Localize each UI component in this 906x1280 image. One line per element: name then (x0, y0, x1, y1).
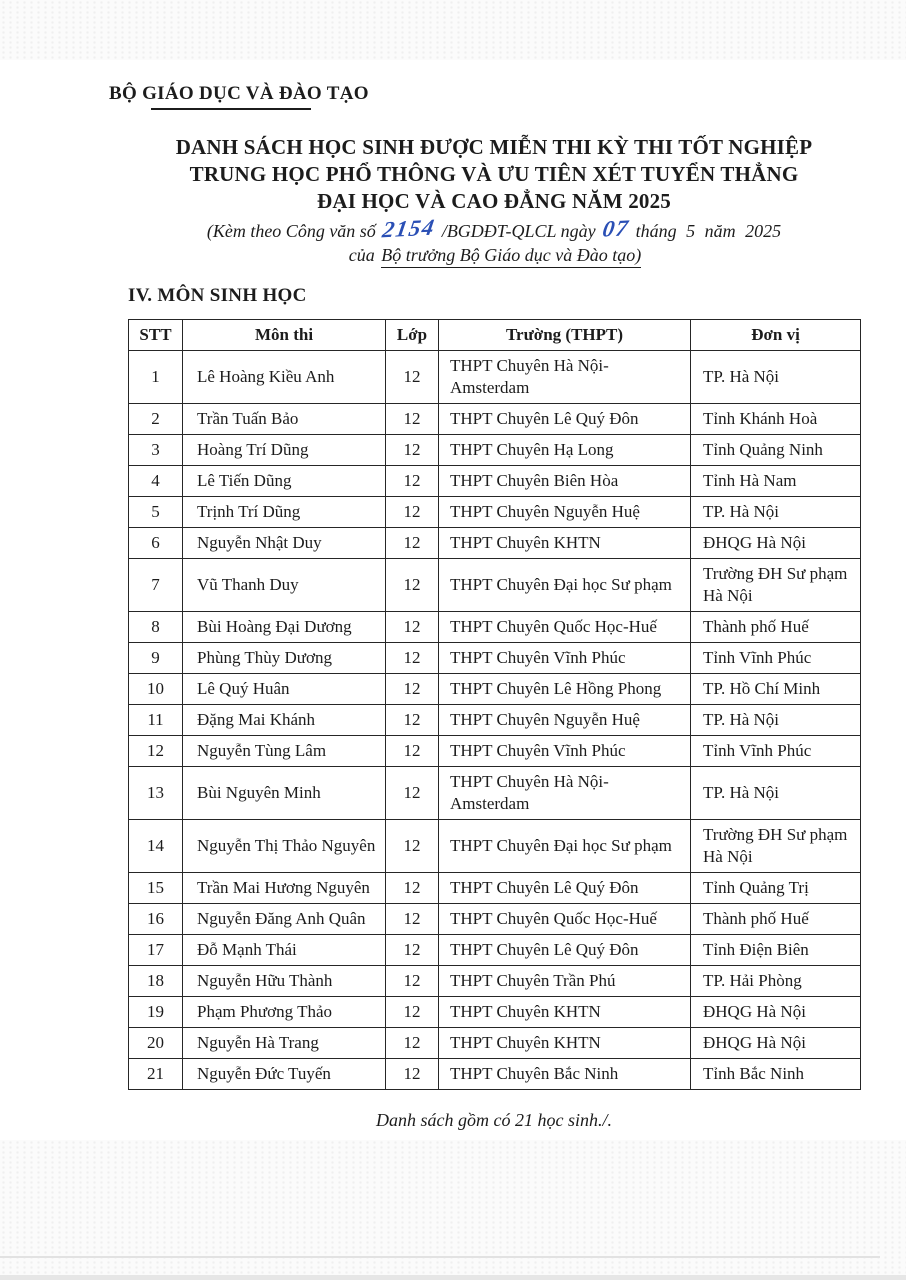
cell-unit: Thành phố Huế (691, 612, 861, 643)
cell-stt: 5 (129, 497, 183, 528)
cell-unit: TP. Hà Nội (691, 705, 861, 736)
cell-unit: TP. Hà Nội (691, 767, 861, 820)
cell-school: THPT Chuyên Lê Hồng Phong (439, 674, 691, 705)
cell-grade: 12 (386, 966, 439, 997)
org-header (109, 82, 860, 110)
cell-stt: 7 (129, 559, 183, 612)
table-row (129, 935, 861, 966)
scan-artifact-line (0, 1256, 880, 1258)
cell-name: Trịnh Trí Dũng (183, 497, 386, 528)
cell-name: Đỗ Mạnh Thái (183, 935, 386, 966)
table-row (129, 966, 861, 997)
cell-stt: 15 (129, 873, 183, 904)
cell-school: THPT Chuyên Lê Quý Đôn (439, 873, 691, 904)
cell-school: THPT Chuyên Hà Nội-Amsterdam (439, 767, 691, 820)
subtitle-prefix: (Kèm theo Công văn số (206, 221, 376, 241)
table-row (129, 497, 861, 528)
cell-name: Phùng Thùy Dương (183, 643, 386, 674)
document-title (128, 134, 860, 215)
cell-unit: Tỉnh Khánh Hoà (691, 404, 861, 435)
cell-stt: 1 (129, 351, 183, 404)
cell-unit: Tỉnh Hà Nam (691, 466, 861, 497)
cell-unit: Trường ĐH Sư phạm Hà Nội (691, 820, 861, 873)
cell-name: Nguyễn Đức Tuyến (183, 1059, 386, 1090)
cell-grade: 12 (386, 404, 439, 435)
cell-grade: 12 (386, 1059, 439, 1090)
cell-grade: 12 (386, 466, 439, 497)
subtitle-line-2 (128, 243, 860, 267)
cell-stt: 11 (129, 705, 183, 736)
cell-unit: TP. Hà Nội (691, 351, 861, 404)
cell-school: THPT Chuyên KHTN (439, 997, 691, 1028)
cell-school: THPT Chuyên Vĩnh Phúc (439, 643, 691, 674)
cell-stt: 10 (129, 674, 183, 705)
cell-grade: 12 (386, 351, 439, 404)
cell-unit: ĐHQG Hà Nội (691, 997, 861, 1028)
cell-grade: 12 (386, 528, 439, 559)
table-row (129, 997, 861, 1028)
handwritten-doc-number: 2154 (380, 214, 438, 243)
document-subtitle (128, 214, 860, 267)
table-row (129, 466, 861, 497)
table-row (129, 612, 861, 643)
table-row (129, 528, 861, 559)
cell-stt: 12 (129, 736, 183, 767)
table-row (129, 820, 861, 873)
cell-name: Nguyễn Nhật Duy (183, 528, 386, 559)
cell-name: Bùi Hoàng Đại Dương (183, 612, 386, 643)
cell-name: Hoàng Trí Dũng (183, 435, 386, 466)
subtitle-suffix: tháng 5 năm 2025 (635, 221, 782, 241)
cell-grade: 12 (386, 997, 439, 1028)
table-row (129, 873, 861, 904)
cell-unit: Tỉnh Vĩnh Phúc (691, 736, 861, 767)
cell-school: THPT Chuyên Vĩnh Phúc (439, 736, 691, 767)
cell-name: Nguyễn Thị Thảo Nguyên (183, 820, 386, 873)
cell-unit: Tỉnh Quảng Trị (691, 873, 861, 904)
table-header (129, 320, 861, 351)
cell-stt: 6 (129, 528, 183, 559)
cell-grade: 12 (386, 1028, 439, 1059)
cell-stt: 9 (129, 643, 183, 674)
document-page (109, 82, 860, 1131)
cell-grade: 12 (386, 705, 439, 736)
cell-unit: ĐHQG Hà Nội (691, 528, 861, 559)
cell-school: THPT Chuyên Biên Hòa (439, 466, 691, 497)
org-header-text: BỘ GIÁO DỤC VÀ ĐÀO TẠO (109, 83, 369, 104)
cell-stt: 17 (129, 935, 183, 966)
cell-unit: TP. Hải Phòng (691, 966, 861, 997)
cell-grade: 12 (386, 643, 439, 674)
cell-name: Nguyễn Tùng Lâm (183, 736, 386, 767)
cell-school: THPT Chuyên Đại học Sư phạm (439, 820, 691, 873)
section-title: IV. MÔN SINH HỌC (128, 285, 307, 306)
cell-grade: 12 (386, 497, 439, 528)
table-row (129, 1059, 861, 1090)
subtitle-line2-prefix: của (348, 245, 375, 265)
header-don-vi: Đơn vị (691, 320, 861, 351)
cell-stt: 21 (129, 1059, 183, 1090)
cell-stt: 14 (129, 820, 183, 873)
table-row (129, 904, 861, 935)
cell-stt: 18 (129, 966, 183, 997)
cell-grade: 12 (386, 612, 439, 643)
title-line-3: ĐẠI HỌC VÀ CAO ĐẲNG NĂM 2025 (316, 189, 672, 213)
cell-name: Nguyễn Hữu Thành (183, 966, 386, 997)
cell-stt: 13 (129, 767, 183, 820)
cell-grade: 12 (386, 559, 439, 612)
cell-name: Bùi Nguyên Minh (183, 767, 386, 820)
org-header-rule (151, 108, 311, 110)
cell-unit: Thành phố Huế (691, 904, 861, 935)
cell-school: THPT Chuyên Nguyễn Huệ (439, 705, 691, 736)
cell-unit: Tỉnh Vĩnh Phúc (691, 643, 861, 674)
table-row (129, 674, 861, 705)
scan-noise-top (0, 0, 906, 60)
cell-school: THPT Chuyên Trần Phú (439, 966, 691, 997)
table-row (129, 705, 861, 736)
cell-school: THPT Chuyên Đại học Sư phạm (439, 559, 691, 612)
cell-name: Đặng Mai Khánh (183, 705, 386, 736)
footer-note: Danh sách gồm có 21 học sinh./. (376, 1110, 612, 1130)
table-row (129, 736, 861, 767)
header-truong: Trường (THPT) (439, 320, 691, 351)
cell-stt: 3 (129, 435, 183, 466)
cell-school: THPT Chuyên Quốc Học-Huế (439, 612, 691, 643)
cell-stt: 16 (129, 904, 183, 935)
table-header-row (129, 320, 861, 351)
cell-grade: 12 (386, 736, 439, 767)
cell-school: THPT Chuyên KHTN (439, 528, 691, 559)
subtitle-line2-underlined: Bộ trưởng Bộ Giáo dục và Đào tạo) (381, 245, 641, 268)
table-row (129, 559, 861, 612)
cell-school: THPT Chuyên Lê Quý Đôn (439, 935, 691, 966)
cell-unit: Tỉnh Quảng Ninh (691, 435, 861, 466)
header-mon-thi: Môn thi (183, 320, 386, 351)
cell-grade: 12 (386, 674, 439, 705)
cell-name: Nguyễn Hà Trang (183, 1028, 386, 1059)
cell-school: THPT Chuyên Hà Nội-Amsterdam (439, 351, 691, 404)
cell-stt: 4 (129, 466, 183, 497)
header-stt: STT (129, 320, 183, 351)
table-row (129, 404, 861, 435)
cell-grade: 12 (386, 767, 439, 820)
cell-stt: 19 (129, 997, 183, 1028)
cell-name: Vũ Thanh Duy (183, 559, 386, 612)
cell-grade: 12 (386, 435, 439, 466)
handwritten-day: 07 (600, 215, 631, 242)
cell-name: Lê Tiến Dũng (183, 466, 386, 497)
cell-grade: 12 (386, 820, 439, 873)
cell-school: THPT Chuyên Bắc Ninh (439, 1059, 691, 1090)
cell-unit: Tỉnh Bắc Ninh (691, 1059, 861, 1090)
cell-name: Nguyễn Đăng Anh Quân (183, 904, 386, 935)
title-line-2: TRUNG HỌC PHỔ THÔNG VÀ ƯU TIÊN XÉT TUYỂN THẲNG (189, 162, 799, 186)
table-row (129, 643, 861, 674)
cell-name: Lê Hoàng Kiều Anh (183, 351, 386, 404)
cell-stt: 2 (129, 404, 183, 435)
table-row (129, 1028, 861, 1059)
cell-grade: 12 (386, 935, 439, 966)
cell-stt: 8 (129, 612, 183, 643)
cell-unit: Trường ĐH Sư phạm Hà Nội (691, 559, 861, 612)
cell-grade: 12 (386, 873, 439, 904)
cell-name: Phạm Phương Thảo (183, 997, 386, 1028)
scan-bottom-edge (0, 1275, 906, 1280)
subtitle-line-1 (128, 214, 860, 243)
cell-unit: Tỉnh Điện Biên (691, 935, 861, 966)
cell-school: THPT Chuyên Lê Quý Đôn (439, 404, 691, 435)
cell-name: Trần Mai Hương Nguyên (183, 873, 386, 904)
cell-school: THPT Chuyên Quốc Học-Huế (439, 904, 691, 935)
cell-grade: 12 (386, 904, 439, 935)
cell-unit: ĐHQG Hà Nội (691, 1028, 861, 1059)
cell-unit: TP. Hà Nội (691, 497, 861, 528)
table-row (129, 767, 861, 820)
scan-noise-bottom (0, 1140, 906, 1280)
table-row (129, 351, 861, 404)
cell-school: THPT Chuyên KHTN (439, 1028, 691, 1059)
title-line-1: DANH SÁCH HỌC SINH ĐƯỢC MIỄN THI KỲ THI TỐT NGHIỆP (175, 135, 813, 159)
cell-unit: TP. Hồ Chí Minh (691, 674, 861, 705)
cell-name: Lê Quý Huân (183, 674, 386, 705)
cell-name: Trần Tuấn Bảo (183, 404, 386, 435)
cell-school: THPT Chuyên Hạ Long (439, 435, 691, 466)
subtitle-middle: /BGDĐT-QLCL ngày (441, 221, 596, 241)
students-table (128, 319, 861, 1090)
students-table-body (129, 351, 861, 1090)
header-lop: Lớp (386, 320, 439, 351)
cell-school: THPT Chuyên Nguyễn Huệ (439, 497, 691, 528)
cell-stt: 20 (129, 1028, 183, 1059)
table-row (129, 435, 861, 466)
